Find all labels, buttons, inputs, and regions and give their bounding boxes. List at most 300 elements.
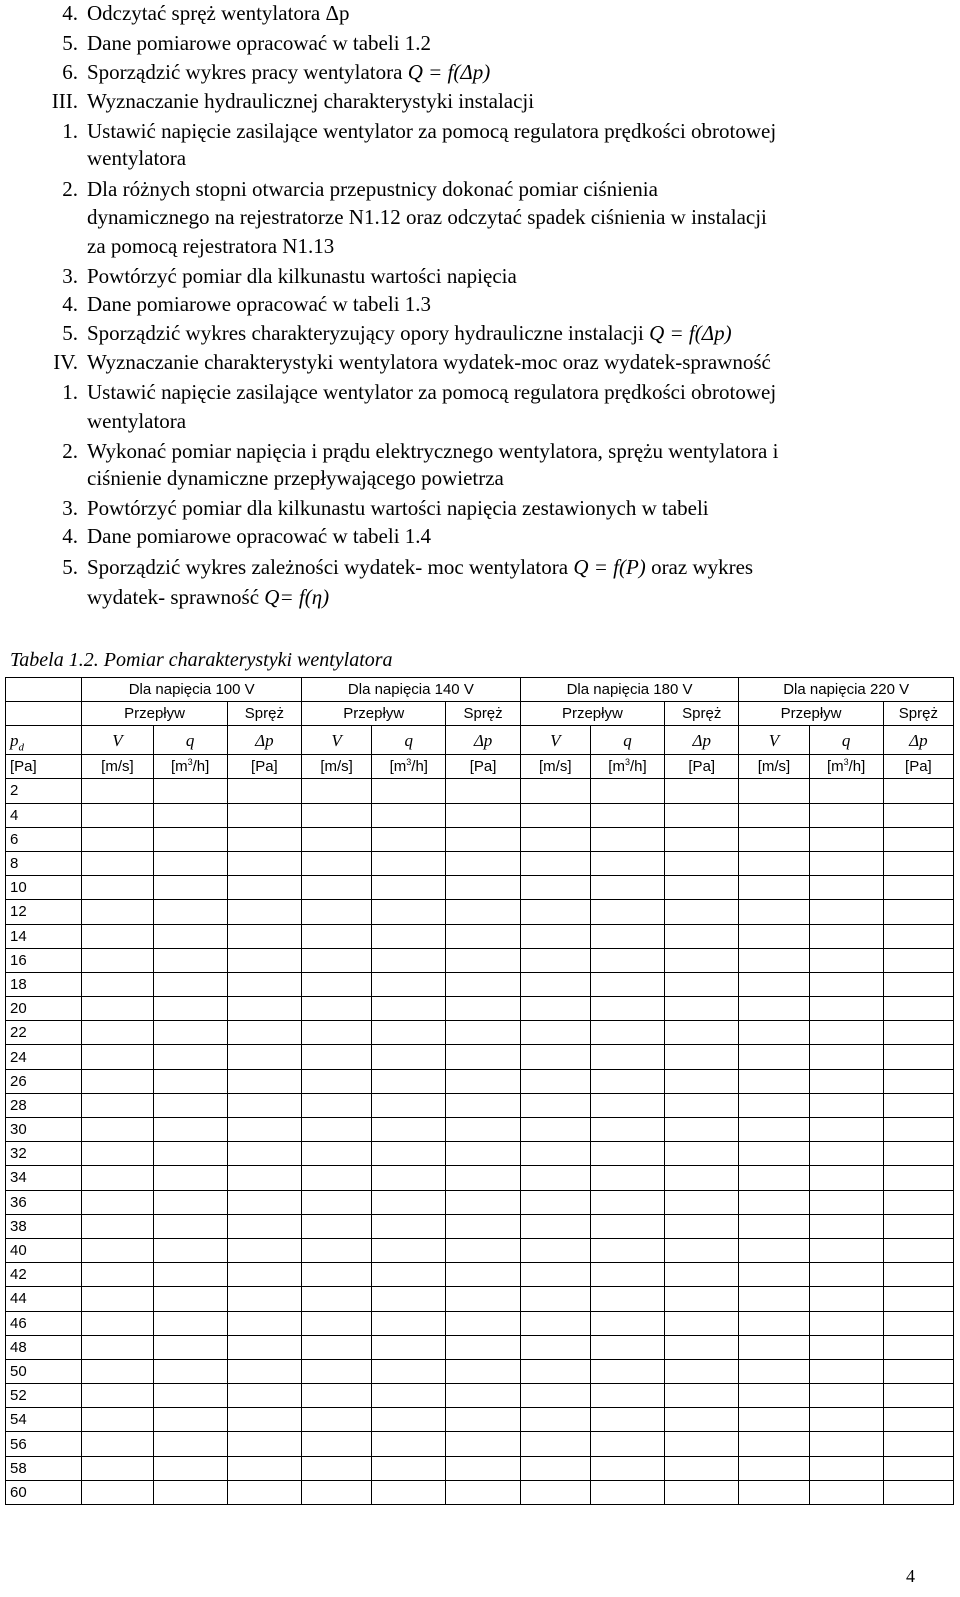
empty-cell xyxy=(883,803,953,827)
empty-cell xyxy=(153,1480,227,1504)
instruction-line xyxy=(62,439,779,463)
empty-cell xyxy=(446,1408,520,1432)
empty-cell xyxy=(883,1069,953,1093)
empty-cell xyxy=(883,827,953,851)
empty-cell xyxy=(739,1384,809,1408)
empty-cell xyxy=(372,1045,446,1069)
empty-cell xyxy=(372,803,446,827)
pd-symbol xyxy=(6,726,82,755)
empty-cell xyxy=(302,1214,372,1238)
symbol-cell xyxy=(302,726,372,755)
empty-cell xyxy=(302,1384,372,1408)
symbol-cell xyxy=(809,726,883,755)
table-row xyxy=(6,1480,954,1504)
empty-cell xyxy=(372,1287,446,1311)
table-row xyxy=(6,1214,954,1238)
empty-cell xyxy=(446,900,520,924)
empty-cell xyxy=(302,1456,372,1480)
empty-cell xyxy=(153,851,227,875)
empty-cell xyxy=(809,1021,883,1045)
unit-cell xyxy=(372,755,446,779)
symbol: q xyxy=(404,731,414,751)
item-text: Wyznaczanie hydraulicznej charakterystyki instalacji xyxy=(87,89,535,113)
empty-cell xyxy=(809,1142,883,1166)
empty-cell xyxy=(302,1021,372,1045)
empty-cell xyxy=(739,1045,809,1069)
empty-cell xyxy=(665,1190,739,1214)
empty-cell xyxy=(153,1335,227,1359)
symbol-cell xyxy=(372,726,446,755)
empty-cell xyxy=(739,1093,809,1117)
symbol-cell xyxy=(446,726,520,755)
table-row xyxy=(6,1238,954,1262)
item-text: Dane pomiarowe opracować w tabeli 1.4 xyxy=(87,524,432,548)
item-text: Wyznaczanie charakterystyki wentylatora wydatek-moc oraz wydatek-sprawność xyxy=(87,350,771,374)
empty-cell xyxy=(372,1021,446,1045)
item-number: 6. xyxy=(62,60,78,84)
empty-cell xyxy=(82,1456,153,1480)
instruction-line xyxy=(87,205,767,229)
empty-cell xyxy=(153,1166,227,1190)
empty-cell xyxy=(82,1359,153,1383)
item-text: za pomocą rejestratora N1.13 xyxy=(87,234,335,258)
empty-cell xyxy=(82,1432,153,1456)
item-text: Ustawić napięcie zasilające wentylator za pomocą regulatora prędkości obrotowej xyxy=(87,119,777,143)
table-row xyxy=(6,1335,954,1359)
voltage-header: Dla napięcia 220 V xyxy=(739,678,954,702)
item-text: Sporządzić wykres charakteryzujący opory hydrauliczne instalacji xyxy=(87,321,650,345)
empty-cell xyxy=(446,1142,520,1166)
empty-cell xyxy=(520,1287,590,1311)
empty-cell xyxy=(809,1432,883,1456)
empty-cell xyxy=(372,1408,446,1432)
empty-cell xyxy=(82,803,153,827)
empty-cell xyxy=(520,1456,590,1480)
pd-value: 28 xyxy=(6,1093,82,1117)
empty-cell xyxy=(302,779,372,803)
symbol: Δp xyxy=(909,731,928,751)
pd-value: 14 xyxy=(6,924,82,948)
empty-cell xyxy=(809,1214,883,1238)
table-row xyxy=(6,1021,954,1045)
pressure-header: Spręż xyxy=(227,702,301,726)
symbol: V xyxy=(112,731,123,751)
flow-header: Przepływ xyxy=(739,702,883,726)
empty-cell xyxy=(227,1359,301,1383)
empty-cell xyxy=(227,997,301,1021)
empty-cell xyxy=(227,1287,301,1311)
empty-cell xyxy=(372,900,446,924)
empty-cell xyxy=(883,924,953,948)
instruction-line xyxy=(62,380,777,404)
empty-cell xyxy=(446,972,520,996)
empty-cell xyxy=(372,779,446,803)
empty-cell xyxy=(227,900,301,924)
unit-part: [m xyxy=(608,758,625,776)
pd-value: 46 xyxy=(6,1311,82,1335)
empty-cell xyxy=(883,1214,953,1238)
table-row xyxy=(6,876,954,900)
instruction-line xyxy=(62,292,432,316)
empty-cell xyxy=(739,1190,809,1214)
corner-cell xyxy=(6,702,82,726)
empty-cell xyxy=(739,1480,809,1504)
instruction-line xyxy=(62,60,491,84)
empty-cell xyxy=(809,1190,883,1214)
symbol: V xyxy=(550,731,561,751)
empty-cell xyxy=(302,827,372,851)
empty-cell xyxy=(590,997,664,1021)
empty-cell xyxy=(153,1263,227,1287)
item-text: ciśnienie dynamiczne przepływającego powietrza xyxy=(87,466,504,490)
pd-value: 4 xyxy=(6,803,82,827)
empty-cell xyxy=(82,948,153,972)
empty-cell xyxy=(809,1480,883,1504)
formula: Q = f(Δp) xyxy=(407,60,491,84)
symbol: Δp xyxy=(473,731,493,751)
empty-cell xyxy=(153,1021,227,1045)
item-text: wentylatora xyxy=(87,409,187,433)
instruction-line xyxy=(53,350,771,374)
unit-cell xyxy=(590,755,664,779)
empty-cell xyxy=(82,1214,153,1238)
empty-cell xyxy=(520,1093,590,1117)
empty-cell xyxy=(227,1142,301,1166)
empty-cell xyxy=(227,876,301,900)
empty-cell xyxy=(809,1118,883,1142)
empty-cell xyxy=(590,1335,664,1359)
empty-cell xyxy=(302,1408,372,1432)
empty-cell xyxy=(82,1190,153,1214)
empty-cell xyxy=(520,1045,590,1069)
item-text-tail: oraz wykres xyxy=(645,555,754,579)
instruction-line xyxy=(62,264,517,288)
instruction-line xyxy=(62,321,732,345)
empty-cell xyxy=(590,1408,664,1432)
empty-cell xyxy=(809,1069,883,1093)
empty-cell xyxy=(372,1456,446,1480)
table-row xyxy=(6,1093,954,1117)
empty-cell xyxy=(739,948,809,972)
empty-cell xyxy=(372,1432,446,1456)
empty-cell xyxy=(227,1432,301,1456)
pd-value: 50 xyxy=(6,1359,82,1383)
table-row xyxy=(6,1359,954,1383)
empty-cell xyxy=(590,803,664,827)
empty-cell xyxy=(153,1432,227,1456)
empty-cell xyxy=(302,1311,372,1335)
unit-exponent: 3 xyxy=(624,757,630,768)
empty-cell xyxy=(883,1190,953,1214)
symbol-cell xyxy=(590,726,664,755)
voltage-header: Dla napięcia 140 V xyxy=(302,678,521,702)
empty-cell xyxy=(372,851,446,875)
instruction-line xyxy=(62,524,432,548)
corner-cell xyxy=(6,678,82,702)
empty-cell xyxy=(82,1335,153,1359)
unit-part: /h] xyxy=(192,758,210,776)
empty-cell xyxy=(372,948,446,972)
item-number: 5. xyxy=(62,31,78,55)
formula: Q= f(η) xyxy=(264,585,330,609)
instruction-line xyxy=(87,466,504,490)
empty-cell xyxy=(82,1069,153,1093)
empty-cell xyxy=(82,1142,153,1166)
empty-cell xyxy=(520,1021,590,1045)
empty-cell xyxy=(520,827,590,851)
empty-cell xyxy=(665,1432,739,1456)
empty-cell xyxy=(665,779,739,803)
empty-cell xyxy=(739,1287,809,1311)
empty-cell xyxy=(302,1069,372,1093)
empty-cell xyxy=(446,924,520,948)
empty-cell xyxy=(82,779,153,803)
page-number: 4 xyxy=(906,1566,915,1586)
empty-cell xyxy=(227,1214,301,1238)
empty-cell xyxy=(520,1408,590,1432)
empty-cell xyxy=(302,876,372,900)
empty-cell xyxy=(227,1408,301,1432)
item-text: Odczytać spręż wentylatora Δp xyxy=(87,1,350,25)
empty-cell xyxy=(227,1456,301,1480)
empty-cell xyxy=(446,1456,520,1480)
pressure-header: Spręż xyxy=(883,702,953,726)
empty-cell xyxy=(446,1480,520,1504)
empty-cell xyxy=(302,803,372,827)
empty-cell xyxy=(227,1190,301,1214)
pd-value: 22 xyxy=(6,1021,82,1045)
empty-cell xyxy=(739,1238,809,1262)
flow-header: Przepływ xyxy=(520,702,664,726)
empty-cell xyxy=(665,1045,739,1069)
table-row xyxy=(6,1432,954,1456)
empty-cell xyxy=(82,1287,153,1311)
pd-value: 8 xyxy=(6,851,82,875)
empty-cell xyxy=(665,1311,739,1335)
item-number: IV. xyxy=(53,350,78,374)
empty-cell xyxy=(372,1190,446,1214)
empty-cell xyxy=(739,1359,809,1383)
item-number: 3. xyxy=(62,496,78,520)
empty-cell xyxy=(520,997,590,1021)
empty-cell xyxy=(372,1480,446,1504)
empty-cell xyxy=(82,972,153,996)
empty-cell xyxy=(153,1045,227,1069)
empty-cell xyxy=(227,779,301,803)
empty-cell xyxy=(82,876,153,900)
pd-value: 20 xyxy=(6,997,82,1021)
empty-cell xyxy=(302,1190,372,1214)
empty-cell xyxy=(809,1359,883,1383)
formula: Q = f(Δp) xyxy=(649,321,732,345)
empty-cell xyxy=(302,1118,372,1142)
empty-cell xyxy=(302,1263,372,1287)
empty-cell xyxy=(809,1335,883,1359)
empty-cell xyxy=(446,1287,520,1311)
instruction-line xyxy=(62,119,777,143)
empty-cell xyxy=(590,851,664,875)
empty-cell xyxy=(446,1238,520,1262)
table-row xyxy=(6,900,954,924)
symbol-cell xyxy=(153,726,227,755)
table-row xyxy=(6,1166,954,1190)
item-text: Ustawić napięcie zasilające wentylator za pomocą regulatora prędkości obrotowej xyxy=(87,380,777,404)
pd-value: 26 xyxy=(6,1069,82,1093)
empty-cell xyxy=(665,827,739,851)
item-text: Wykonać pomiar napięcia i prądu elektrycznego wentylatora, sprężu wentylatora i xyxy=(87,439,779,463)
empty-cell xyxy=(809,1408,883,1432)
empty-cell xyxy=(153,1384,227,1408)
empty-cell xyxy=(446,803,520,827)
empty-cell xyxy=(809,827,883,851)
empty-cell xyxy=(665,1384,739,1408)
symbol: q xyxy=(185,731,195,751)
instruction-line xyxy=(62,177,658,201)
empty-cell xyxy=(82,900,153,924)
item-text: Dane pomiarowe opracować w tabeli 1.3 xyxy=(87,292,432,316)
unit-cell: [Pa] xyxy=(446,755,520,779)
empty-cell xyxy=(227,1166,301,1190)
symbol: V xyxy=(768,731,780,751)
empty-cell xyxy=(883,900,953,924)
empty-cell xyxy=(302,1480,372,1504)
pd-value: 18 xyxy=(6,972,82,996)
item-text: wentylatora xyxy=(87,146,187,170)
empty-cell xyxy=(153,827,227,851)
empty-cell xyxy=(883,1238,953,1262)
empty-cell xyxy=(227,948,301,972)
unit-cell: [Pa] xyxy=(665,755,739,779)
empty-cell xyxy=(590,900,664,924)
empty-cell xyxy=(809,803,883,827)
empty-cell xyxy=(372,924,446,948)
empty-cell xyxy=(590,1045,664,1069)
empty-cell xyxy=(82,827,153,851)
table-row xyxy=(6,803,954,827)
empty-cell xyxy=(520,972,590,996)
pd-value: 34 xyxy=(6,1166,82,1190)
item-number: 3. xyxy=(62,264,78,288)
empty-cell xyxy=(883,1311,953,1335)
empty-cell xyxy=(372,1166,446,1190)
instruction-line xyxy=(87,234,334,258)
empty-cell xyxy=(809,1045,883,1069)
empty-cell xyxy=(665,1408,739,1432)
empty-cell xyxy=(372,1069,446,1093)
empty-cell xyxy=(809,1238,883,1262)
empty-cell xyxy=(520,1384,590,1408)
empty-cell xyxy=(883,972,953,996)
table-row xyxy=(6,1045,954,1069)
pd-value: 6 xyxy=(6,827,82,851)
symbol: Δp xyxy=(692,731,711,751)
table-row xyxy=(6,1069,954,1093)
empty-cell xyxy=(809,1166,883,1190)
empty-cell xyxy=(809,779,883,803)
empty-cell xyxy=(883,1480,953,1504)
instruction-line xyxy=(62,496,709,520)
empty-cell xyxy=(809,1263,883,1287)
empty-cell xyxy=(590,1142,664,1166)
empty-cell xyxy=(227,1021,301,1045)
symbol-cell xyxy=(739,726,809,755)
table-row xyxy=(6,779,954,803)
empty-cell xyxy=(520,1166,590,1190)
empty-cell xyxy=(302,1238,372,1262)
empty-cell xyxy=(665,1069,739,1093)
empty-cell xyxy=(372,1118,446,1142)
empty-cell xyxy=(302,1142,372,1166)
empty-cell xyxy=(82,1311,153,1335)
symbol: q xyxy=(623,731,632,751)
empty-cell xyxy=(520,1214,590,1238)
empty-cell xyxy=(809,876,883,900)
empty-cell xyxy=(883,1335,953,1359)
pd-value: 32 xyxy=(6,1142,82,1166)
empty-cell xyxy=(739,851,809,875)
empty-cell xyxy=(227,803,301,827)
empty-cell xyxy=(739,1335,809,1359)
empty-cell xyxy=(446,1263,520,1287)
empty-cell xyxy=(153,997,227,1021)
table-row xyxy=(6,1190,954,1214)
pd-value: 40 xyxy=(6,1238,82,1262)
pd-value: 54 xyxy=(6,1408,82,1432)
empty-cell xyxy=(809,997,883,1021)
empty-cell xyxy=(590,1166,664,1190)
flow-header: Przepływ xyxy=(82,702,227,726)
unit-part: /h] xyxy=(411,758,428,776)
item-text: Sporządzić wykres pracy wentylatora xyxy=(87,60,408,84)
item-number: 5. xyxy=(62,321,78,345)
empty-cell xyxy=(883,1142,953,1166)
pd-value: 12 xyxy=(6,900,82,924)
empty-cell xyxy=(590,1093,664,1117)
pressure-header: Spręż xyxy=(446,702,520,726)
unit-part: [m xyxy=(389,758,407,776)
unit-exponent: 3 xyxy=(187,757,193,768)
unit-part: /h] xyxy=(848,758,866,776)
empty-cell xyxy=(372,1384,446,1408)
empty-cell xyxy=(153,1287,227,1311)
unit-exponent: 3 xyxy=(406,757,412,768)
pd-value: 52 xyxy=(6,1384,82,1408)
empty-cell xyxy=(446,1021,520,1045)
unit-cell: [m/s] xyxy=(82,755,153,779)
empty-cell xyxy=(446,851,520,875)
empty-cell xyxy=(372,827,446,851)
voltage-header: Dla napięcia 100 V xyxy=(82,678,302,702)
symbol-cell xyxy=(227,726,301,755)
unit-cell: [Pa] xyxy=(6,755,82,779)
table-row xyxy=(6,948,954,972)
empty-cell xyxy=(590,1238,664,1262)
pd-value: 58 xyxy=(6,1456,82,1480)
empty-cell xyxy=(520,1359,590,1383)
empty-cell xyxy=(739,1118,809,1142)
pd-value: 10 xyxy=(6,876,82,900)
table-row xyxy=(6,1408,954,1432)
empty-cell xyxy=(590,1287,664,1311)
empty-cell xyxy=(82,1384,153,1408)
empty-cell xyxy=(372,1335,446,1359)
unit-cell xyxy=(153,755,227,779)
empty-cell xyxy=(739,779,809,803)
empty-cell xyxy=(590,1214,664,1238)
pd-subscript: d xyxy=(18,741,24,754)
empty-cell xyxy=(665,1456,739,1480)
empty-cell xyxy=(520,1238,590,1262)
